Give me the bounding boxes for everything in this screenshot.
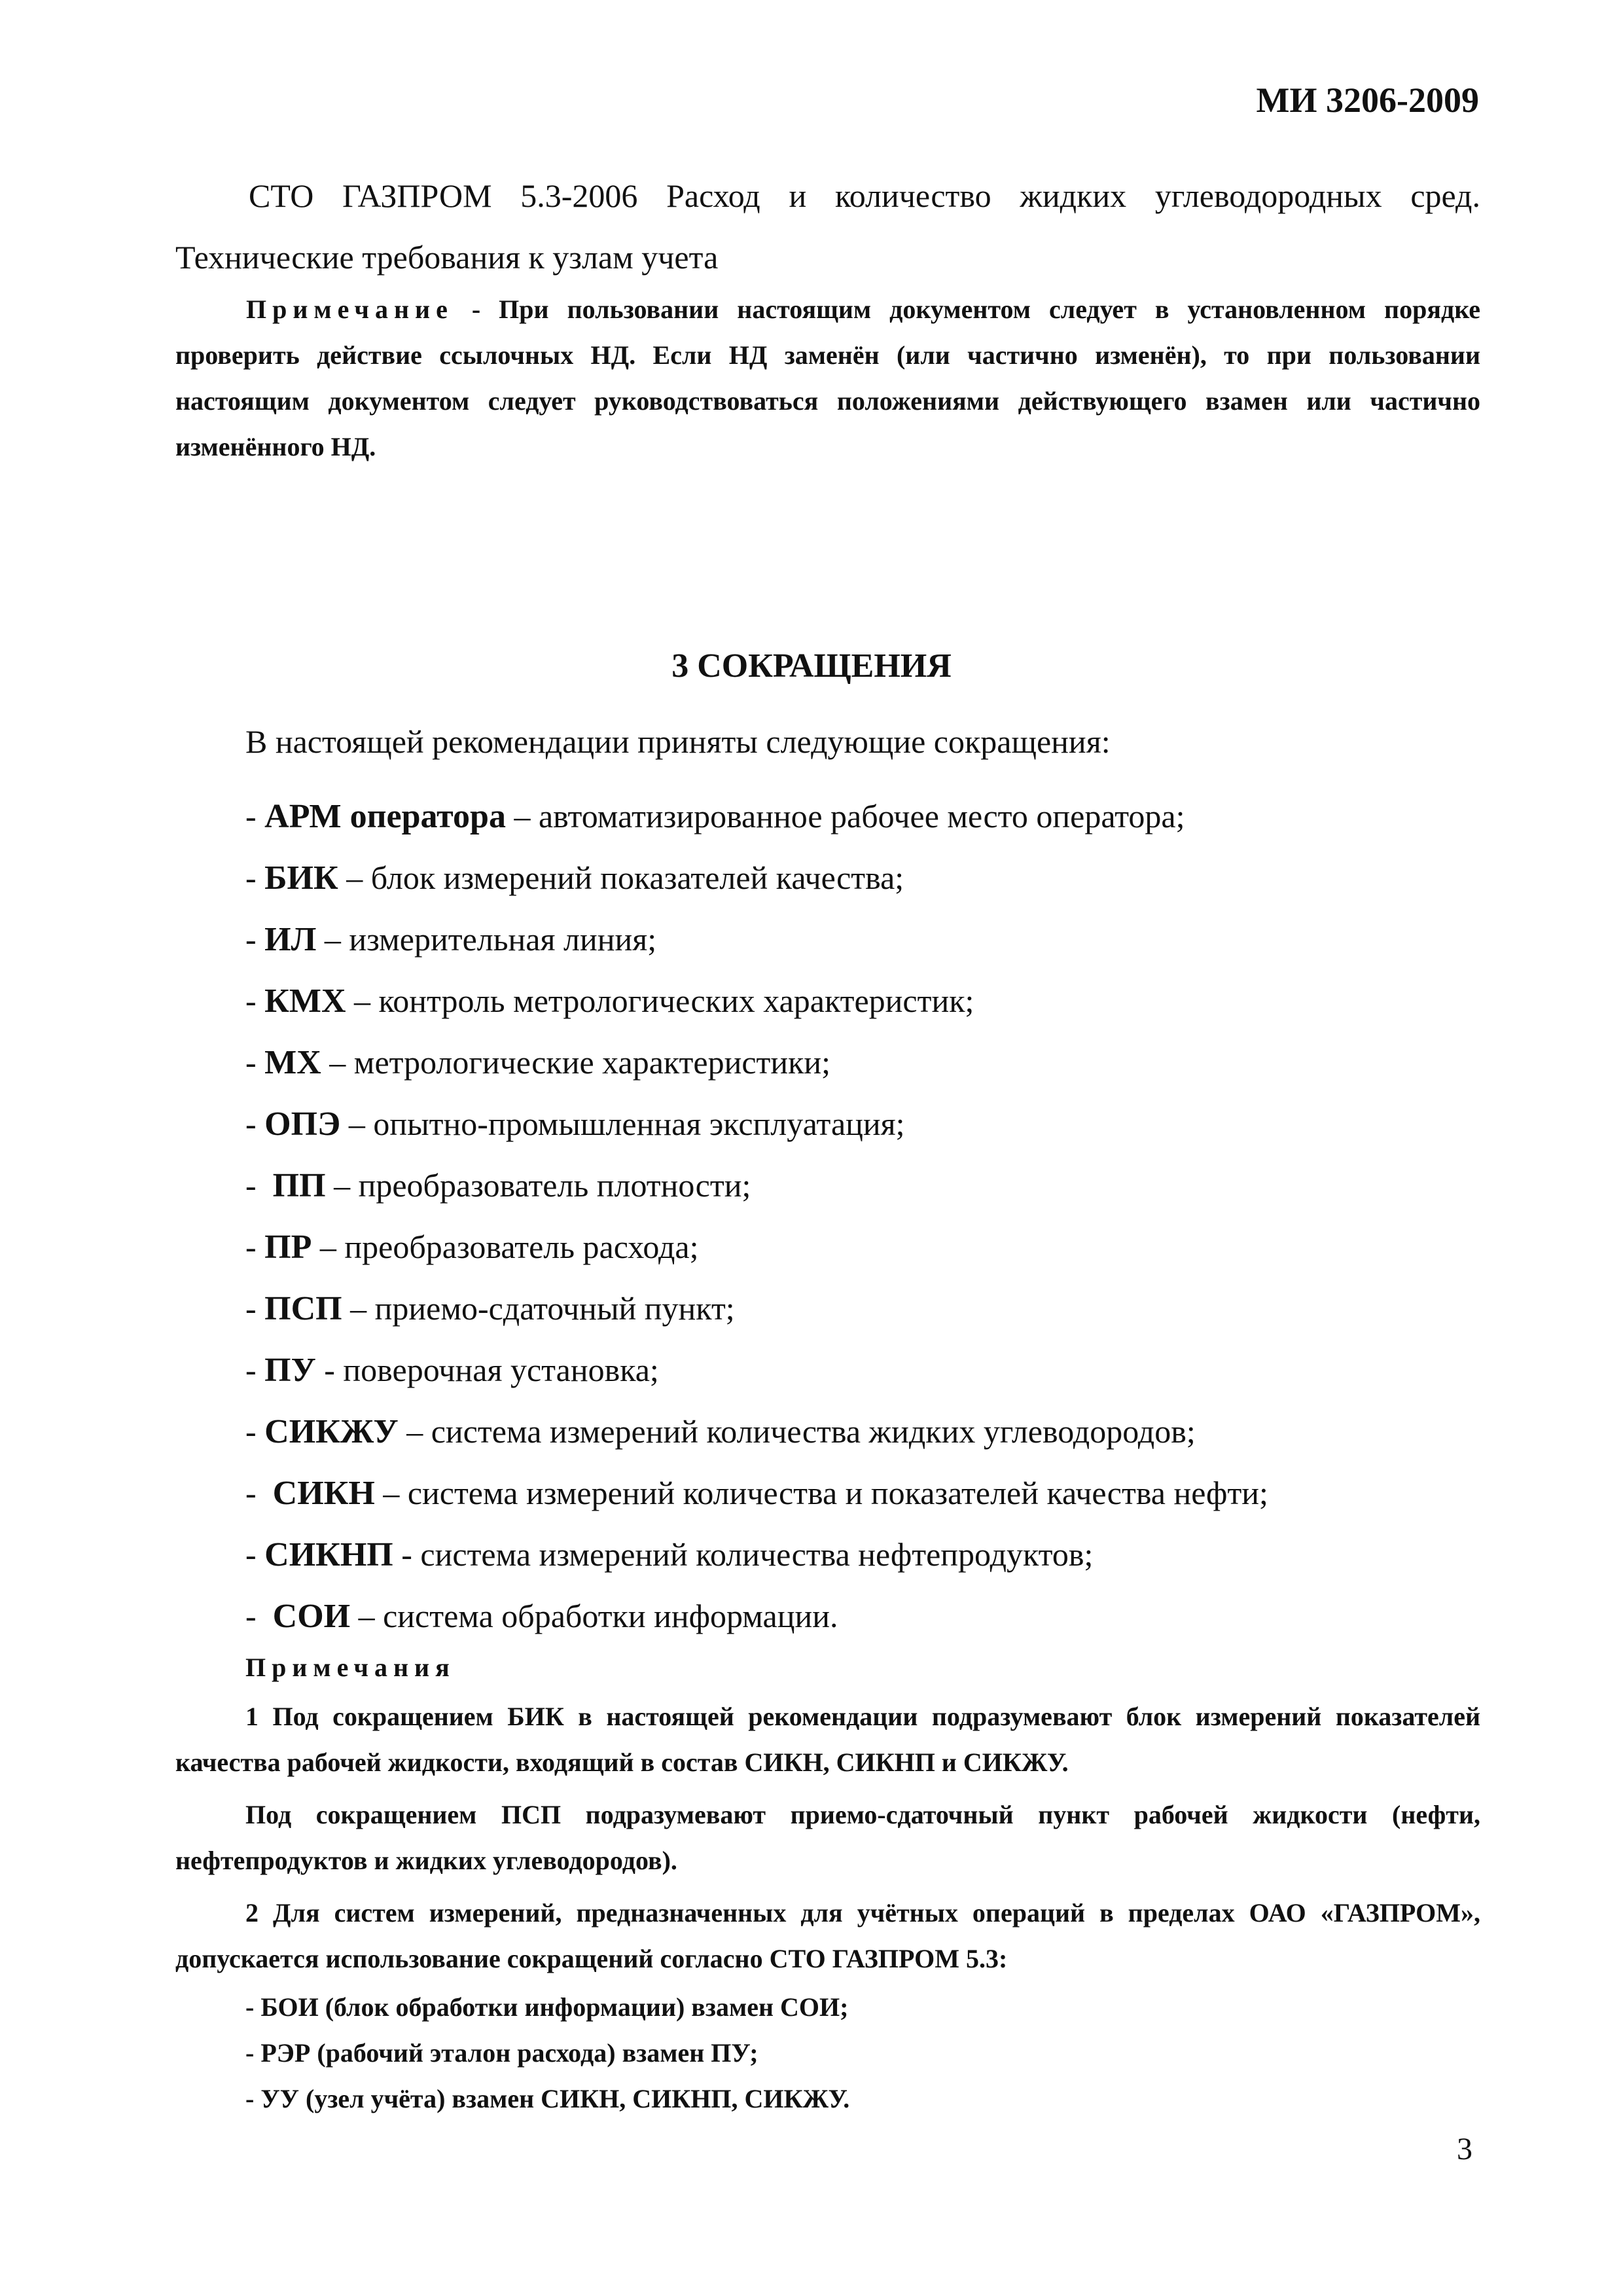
abbreviation-separator: –	[505, 798, 539, 834]
abbreviation-separator: –	[338, 859, 371, 896]
abbreviation-term: МХ	[264, 1044, 321, 1081]
notes-title: Примечания	[245, 1653, 455, 1682]
abbreviation-term: ПСП	[264, 1290, 342, 1327]
document-code: МИ 3206-2009	[1256, 81, 1479, 120]
abbreviation-description: приемо-сдаточный пункт;	[374, 1290, 735, 1327]
section-title: 3 СОКРАЩЕНИЯ	[671, 647, 952, 685]
references-note	[175, 287, 1480, 470]
abbreviation-item: - МХ – метрологические характеристики;	[245, 1044, 831, 1081]
abbreviation-item: - СИКЖУ – система измерений количества жидких углеводородов;	[245, 1413, 1196, 1450]
replacement-item: - РЭР (рабочий эталон расхода) взамен ПУ;	[245, 2038, 758, 2068]
abbreviation-description: система обработки информации.	[383, 1598, 838, 1634]
note-lead: Примечание	[246, 295, 454, 324]
abbreviation-item: - ПСП – приемо-сдаточный пункт;	[245, 1290, 735, 1327]
abbreviation-item: - СИКНП - система измерений количества нефтепродуктов;	[245, 1536, 1094, 1573]
page-number: 3	[1457, 2132, 1472, 2166]
abbreviation-separator: –	[316, 921, 349, 958]
abbreviation-separator: -	[315, 1352, 344, 1388]
abbreviation-term: ИЛ	[264, 921, 317, 958]
abbreviation-description: система измерений количества и показателей качества нефти;	[407, 1475, 1268, 1511]
abbreviation-description: преобразователь расхода;	[344, 1229, 699, 1265]
abbreviation-separator: –	[350, 1598, 383, 1634]
abbreviation-term: ПР	[264, 1229, 312, 1266]
abbreviation-description: контроль метрологических характеристик;	[378, 982, 974, 1019]
abbreviation-term: БИК	[264, 859, 338, 897]
replacement-list	[175, 1984, 1480, 2122]
abbreviation-description: преобразователь плотности;	[358, 1167, 751, 1204]
replacement-item: - УУ (узел учёта) взамен СИКН, СИКНП, СИКЖУ.	[245, 2084, 850, 2113]
abbreviation-term: СОИ	[272, 1598, 351, 1635]
note-1-continuation: Под сокращением ПСП подразумевают приемо-сдаточный пункт рабочей жидкости (нефти, нефтепродуктов и жидких углеводородов).	[175, 1800, 1480, 1875]
abbreviation-description: система измерений количества жидких углеводородов;	[431, 1413, 1196, 1450]
abbreviation-term: ПУ	[264, 1352, 316, 1389]
abbreviation-item: - ПУ - поверочная установка;	[245, 1352, 659, 1389]
note-text: - При пользовании настоящим документом следует в установленном порядке проверить действие ссылочных НД. Если НД заменён (или частично изменён), то при пользовании настоящим документом следует руководствоваться положениями действующего взамен или частично изменённого НД.	[175, 295, 1480, 461]
abbreviations-list	[245, 785, 1268, 1647]
abbreviation-term: СИКНП	[264, 1536, 393, 1573]
section-intro: В настоящей рекомендации приняты следующие сокращения:	[245, 723, 1111, 760]
abbreviation-description: система измерений количества нефтепродуктов;	[420, 1536, 1094, 1573]
abbreviation-item: - СОИ – система обработки информации.	[245, 1598, 838, 1635]
abbreviation-description: опытно-промышленная эксплуатация;	[373, 1105, 905, 1142]
abbreviation-item: - ПП – преобразователь плотности;	[245, 1167, 751, 1204]
abbreviation-separator: –	[398, 1413, 431, 1450]
abbreviation-item: - АРМ оператора – автоматизированное рабочее место оператора;	[245, 798, 1185, 835]
abbreviation-item: - КМХ – контроль метрологических характеристик;	[245, 982, 974, 1020]
abbreviation-term: ПП	[272, 1167, 326, 1204]
note-2: 2 Для систем измерений, предназначенных для учётных операций в пределах ОАО «ГАЗПРОМ», допускается использование сокращений согласно СТО ГАЗПРОМ 5.3:	[175, 1898, 1480, 1973]
abbreviation-term: АРМ оператора	[264, 798, 506, 835]
reference-line-1: СТО ГАЗПРОМ 5.3-2006 Расход и количество жидких углеводородных сред.	[249, 177, 1480, 214]
abbreviation-description: автоматизированное рабочее место оператора;	[538, 798, 1185, 834]
note-1: 1 Под сокращением БИК в настоящей рекомендации подразумевают блок измерений показателей качества рабочей жидкости, входящий в состав СИКН, СИКНП и СИКЖУ.	[175, 1702, 1480, 1777]
abbreviation-separator: –	[342, 1290, 375, 1327]
abbreviation-description: поверочная установка;	[343, 1352, 659, 1388]
abbreviation-term: ОПЭ	[264, 1105, 341, 1143]
abbreviation-term: СИКН	[272, 1475, 375, 1512]
abbreviation-separator: –	[312, 1229, 345, 1265]
abbreviation-separator: –	[340, 1105, 374, 1142]
abbreviation-term: КМХ	[264, 982, 346, 1020]
abbreviation-term: СИКЖУ	[264, 1413, 399, 1450]
notes-body	[175, 1694, 1480, 2122]
replacement-item: - БОИ (блок обработки информации) взамен СОИ;	[245, 1992, 849, 2022]
abbreviation-separator: –	[325, 1167, 359, 1204]
abbreviation-separator: –	[374, 1475, 408, 1511]
abbreviation-item: - ОПЭ – опытно-промышленная эксплуатация;	[245, 1105, 905, 1143]
abbreviation-separator: –	[321, 1044, 354, 1081]
reference-line-2: Технические требования к узлам учета	[175, 239, 719, 276]
abbreviation-item: - ИЛ – измерительная линия;	[245, 921, 657, 958]
abbreviation-description: метрологические характеристики;	[353, 1044, 831, 1081]
abbreviation-description: измерительная линия;	[349, 921, 657, 958]
reference-entry	[175, 165, 1480, 288]
abbreviation-item: - БИК – блок измерений показателей качества;	[245, 859, 904, 897]
abbreviation-separator: –	[346, 982, 379, 1019]
abbreviation-item: - СИКН – система измерений количества и показателей качества нефти;	[245, 1475, 1268, 1512]
abbreviation-item: - ПР – преобразователь расхода;	[245, 1229, 699, 1266]
abbreviation-description: блок измерений показателей качества;	[370, 859, 904, 896]
abbreviation-separator: -	[393, 1536, 421, 1573]
